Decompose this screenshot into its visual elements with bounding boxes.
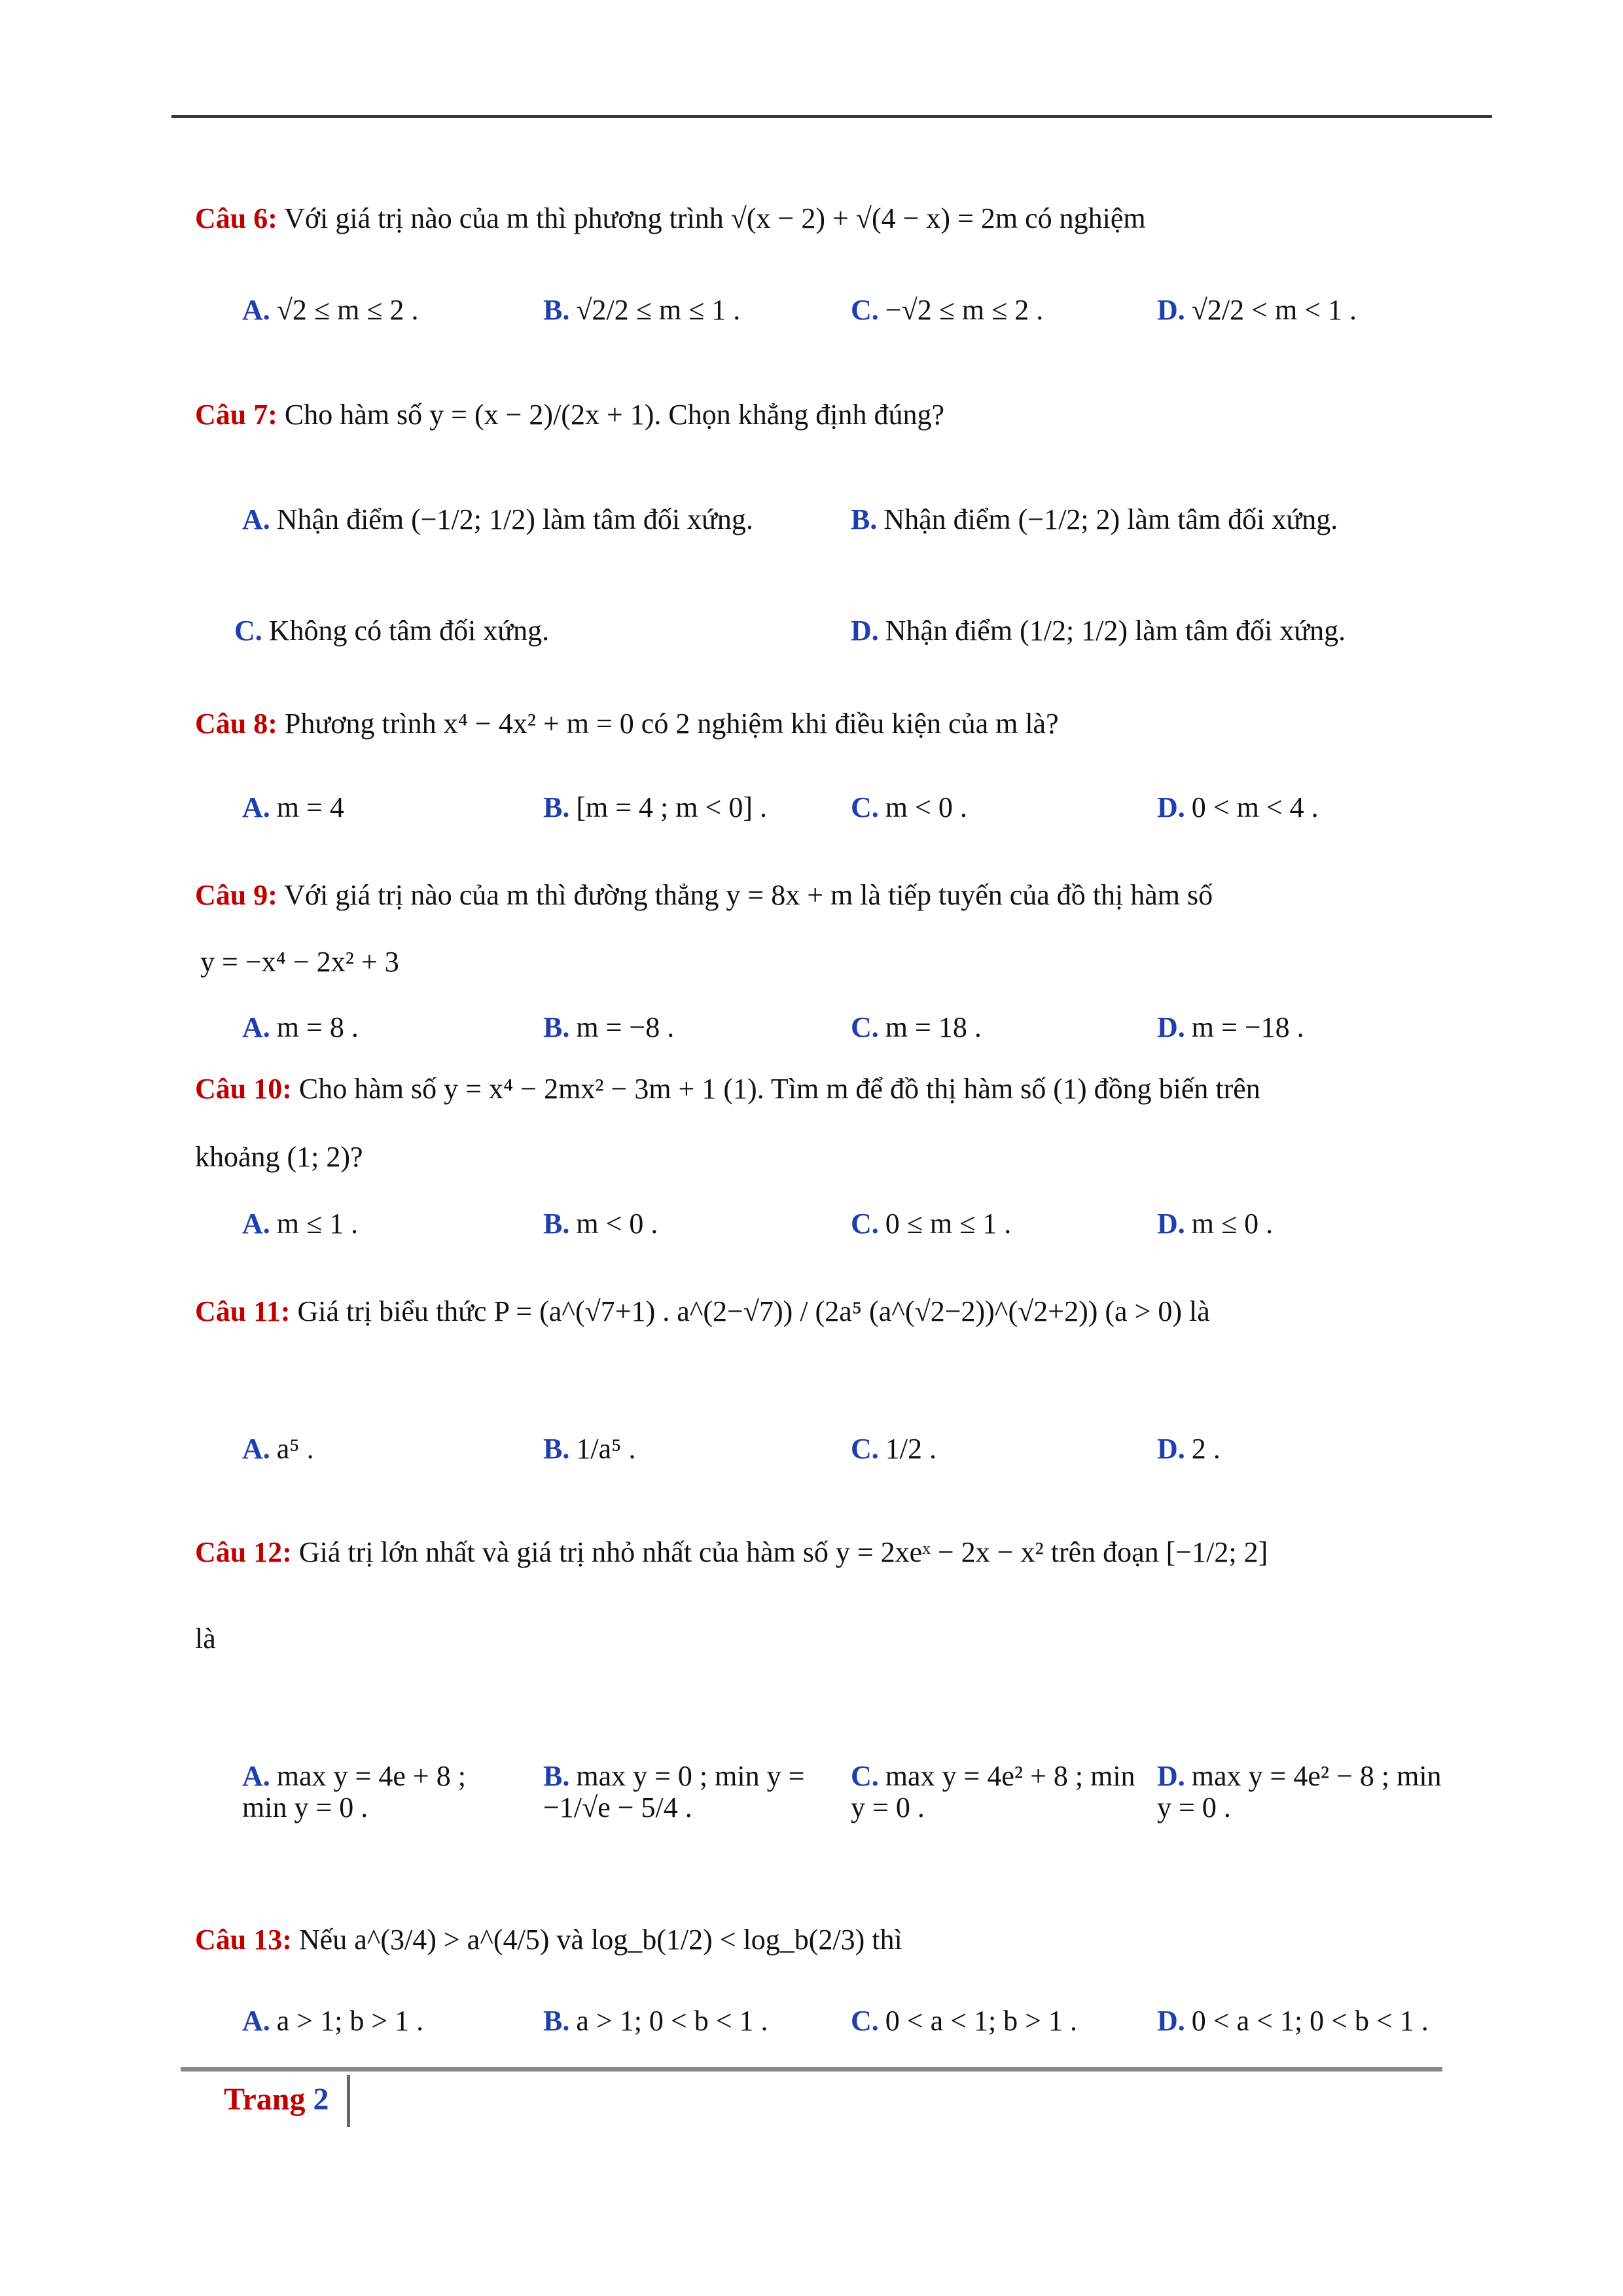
option-11a: A. a⁵ .	[242, 1433, 314, 1465]
option-11b: B. 1/a⁵ .	[543, 1433, 636, 1465]
option-6c: C. −√2 ≤ m ≤ 2 .	[851, 294, 1044, 326]
question-9-line2: y = −x⁴ − 2x² + 3	[200, 946, 399, 978]
option-10a: A. m ≤ 1 .	[242, 1208, 359, 1240]
question-text: Với giá trị nào của m thì phương trình √(x − 2) + √(4 − x) = 2m có nghiệm	[284, 202, 1146, 234]
footer-divider	[347, 2075, 350, 2127]
option-12b: B. max y = 0 ; min y = −1/√e − 5/4 .	[543, 1760, 805, 1824]
question-label: Câu 6:	[195, 202, 277, 234]
question-7: Câu 7: Cho hàm số y = (x − 2)/(2x + 1). Chọn khẳng định đúng?	[195, 399, 945, 431]
header-rule	[171, 115, 1492, 118]
option-12a: A. max y = 4e + 8 ; min y = 0 .	[242, 1760, 466, 1824]
option-8c: C. m < 0 .	[851, 791, 967, 823]
option-12c: C. max y = 4e² + 8 ; min y = 0 .	[851, 1760, 1135, 1824]
option-11c: C. 1/2 .	[851, 1433, 937, 1465]
question-6	[195, 203, 1146, 234]
question-11: Câu 11: Giá trị biểu thức P = (a^(√7+1) . a^(2−√7)) / (2a⁵ (a^(√2−2))^(√2+2)) (a > 0) là	[195, 1295, 1210, 1327]
option-13c: C. 0 < a < 1; b > 1 .	[851, 2005, 1077, 2037]
option-13b: B. a > 1; 0 < b < 1 .	[543, 2005, 768, 2037]
option-11d: D. 2 .	[1157, 1433, 1221, 1465]
option-8b: B. [m = 4 ; m < 0] .	[543, 791, 767, 823]
option-9a: A. m = 8 .	[242, 1011, 359, 1043]
option-9b: B. m = −8 .	[543, 1011, 675, 1043]
option-6b: B. √2/2 ≤ m ≤ 1 .	[543, 294, 741, 326]
option-6a: A. √2 ≤ m ≤ 2 .	[242, 294, 419, 326]
option-12d: D. max y = 4e² − 8 ; min y = 0 .	[1157, 1760, 1442, 1824]
question-10: Câu 10: Cho hàm số y = x⁴ − 2mx² − 3m + 1 (1). Tìm m để đồ thị hàm số (1) đồng biến trên	[195, 1073, 1260, 1105]
option-10c: C. 0 ≤ m ≤ 1 .	[851, 1208, 1012, 1240]
option-9c: C. m = 18 .	[851, 1011, 982, 1043]
option-6d: D. √2/2 < m < 1 .	[1157, 294, 1357, 326]
option-9d: D. m = −18 .	[1157, 1011, 1304, 1043]
option-7d: D. Nhận điểm (1/2; 1/2) làm tâm đối xứng.	[851, 615, 1346, 647]
option-7b: B. Nhận điểm (−1/2; 2) làm tâm đối xứng.	[851, 503, 1338, 535]
question-8: Câu 8: Phương trình x⁴ − 4x² + m = 0 có 2 nghiệm khi điều kiện của m là?	[195, 708, 1059, 740]
page-footer	[224, 2081, 329, 2117]
option-8a: A. m = 4	[242, 791, 344, 823]
footer-rule	[181, 2067, 1442, 2072]
footer-label: Trang	[224, 2082, 306, 2117]
question-10-line2: khoảng (1; 2)?	[195, 1141, 363, 1173]
question-9: Câu 9: Với giá trị nào của m thì đường thẳng y = 8x + m là tiếp tuyến của đồ thị hàm số	[195, 879, 1213, 911]
question-12: Câu 12: Giá trị lớn nhất và giá trị nhỏ nhất của hàm số y = 2xeˣ − 2x − x² trên đoạn [−1/2; 2]	[195, 1536, 1268, 1568]
page-number: 2	[313, 2082, 329, 2117]
option-7a: A. Nhận điểm (−1/2; 1/2) làm tâm đối xứng.	[242, 503, 753, 535]
option-13d: D. 0 < a < 1; 0 < b < 1 .	[1157, 2005, 1429, 2037]
option-8d: D. 0 < m < 4 .	[1157, 791, 1319, 823]
question-13: Câu 13: Nếu a^(3/4) > a^(4/5) và log_b(1/2) < log_b(2/3) thì	[195, 1924, 902, 1956]
option-7c: C. Không có tâm đối xứng.	[234, 615, 550, 647]
question-12-line2: là	[195, 1623, 216, 1655]
option-13a: A. a > 1; b > 1 .	[242, 2005, 424, 2037]
option-10d: D. m ≤ 0 .	[1157, 1208, 1274, 1240]
option-10b: B. m < 0 .	[543, 1208, 658, 1240]
